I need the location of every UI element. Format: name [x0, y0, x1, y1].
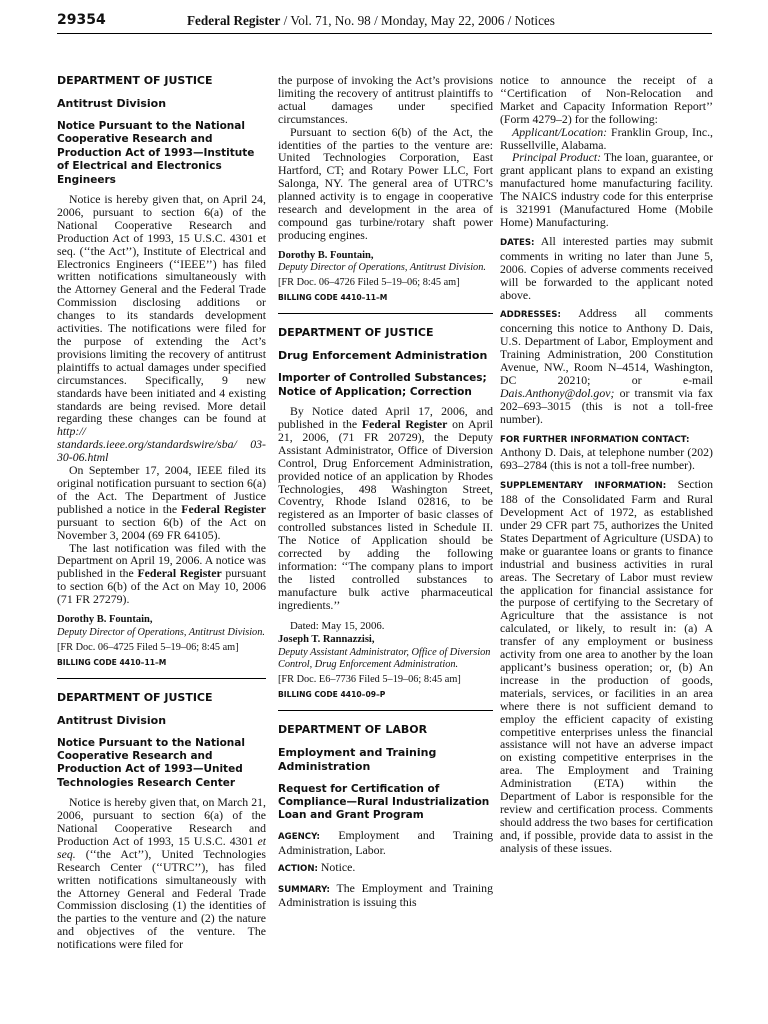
section-name: Notices	[514, 13, 555, 28]
notice-separator	[278, 710, 493, 711]
department-heading: DEPARTMENT OF JUSTICE	[57, 690, 213, 704]
notice-paragraph: notice to announce the receipt of a ‘‘Certification of Non-Relocation and Market and Capacity Information Report’’ (Form 4279–2) for the following:	[500, 74, 713, 126]
division-heading: Drug Enforcement Administration	[278, 349, 488, 363]
publication-name: Federal Register	[187, 13, 281, 28]
notice-paragraph: Notice is hereby given that, on March 21, 2006, pursuant to section 6(a) of the National Cooperative Research and Production Act of 1993, 15 U.S.C. 4301 et seq. (‘‘the Act’’), United Technologies Research Center (‘‘UTRC’’), has filed written notifications simultaneously with the Attorney General and Federal Trade Commission disclosing (1) the identities of the parties to the venture and (2) the nature and objectives of the venture. The notifications were filed for	[57, 795, 266, 952]
addresses-paragraph: ADDRESSES: Address all comments concerning this notice to Anthony D. Dais, U.S. Department of Labor, Employment and Training Administration, 200 Constitution Avenue, NW., Room N–4514, Washington, DC 20210; or e-mail Dais.Anthony@dol.gov; or transmit via fax 202–693–3015 (this is not a toll-free number).	[500, 306, 713, 426]
dates-paragraph: DATES: All interested parties may submit comments in writing no later than June 5, 2006. Copies of adverse comments received will be forwarded to the applicant noted above.	[500, 233, 713, 302]
dated-line: Dated: May 15, 2006.	[290, 619, 385, 632]
running-head: Federal Register / Vol. 71, No. 98 / Monday, May 22, 2006 / Notices	[187, 13, 555, 28]
notice-paragraph: On September 17, 2004, IEEE filed its original notification pursuant to section 6(a) of the Act. The Department of Justice published a notice in the Federal Register pursuant to section 6(b) of the Act on November 3, 2004 (69 FR 64105).	[57, 463, 266, 542]
applicant-paragraph: Applicant/Location: Franklin Group, Inc., Russellville, Alabama.	[500, 124, 713, 152]
billing-code: BILLING CODE 4410–09–P	[278, 689, 386, 699]
signer-title: Deputy Director of Operations, Antitrust Division.	[57, 626, 265, 638]
agency-line: AGENCY: Employment and Training Administration, Labor.	[278, 827, 493, 857]
header-rule	[57, 33, 712, 34]
contact-email-link[interactable]: Dais.Anthony@dol.gov;	[500, 385, 615, 400]
notice-paragraph: Notice is hereby given that, on April 24, 2006, pursuant to section 6(a) of the National Cooperative Research and Production Act of 1993, 15 U.S.C. 4301 et seq. (‘‘the Act’’), Institute of Electrical and Electronics Engineers (‘‘IEEE’’) has filed written notifications simultaneously with the Attorney General and the Federal Trade Commission disclosing additions or changes to its standards development activities. The notifications were filed for the purpose of extending the Act’s provisions limiting the recovery of antitrust plaintiffs to actual damages under specified circumstances. Specifically, 9 new standards have been initiated and 4 existing standards are being revised. More detail regarding these changes can be found at http:// standards.ieee.org/standardswire/sba/ 03-30-06.html	[57, 192, 266, 465]
summary-line: SUMMARY: The Employment and Training Administration is issuing this	[278, 880, 493, 910]
fr-doc-line: [FR Doc. E6–7736 Filed 5–19–06; 8:45 am]	[278, 673, 461, 685]
column-3	[500, 74, 713, 1019]
column-2	[278, 74, 493, 1019]
notice-paragraph: the purpose of invoking the Act’s provisions limiting the recovery of antitrust plaintiffs to actual damages under specified circumstances.	[278, 74, 493, 126]
supplementary-paragraph: SUPPLEMENTARY INFORMATION: Section 188 of the Consolidated Farm and Rural Development Act of 1972, as established under 29 CFR part 75, authorizes the United States Department of Agriculture (USDA) to make or guarantee loans or grants to finance industrial and business activities in rural areas. The Secretary of Labor must review the application for financial assistance for the purpose of certifying to the Secretary of Agriculture that the assistance is not calculated, or likely, to result in: (a) A transfer of any employment or business activity from one area to another by the loan applicant’s business operation; or, (b) An increase in the production of goods, materials, services, or facilities in an area where there is not sufficient demand to employ the efficient capacity of existing competitive enterprises unless the financial assistance will not have an adverse impact on existing competitive enterprises in the area. The Employment and Training Administration (ETA) within the Department of Labor is responsible for the review and certification process. Comments should address the two bases for certification and, if possible, provide data to assist in the analysis of these issues.	[500, 477, 713, 855]
notice-paragraph: By Notice dated April 17, 2006, and published in the Federal Register on April 21, 2006, (71 FR 20729), the Deputy Assistant Administrator, Office of Diversion Control, Drug Enforcement Administration, provided notice of an application by Rhodes Technologies, 498 Washington Street, Coventry, Rhode Island 02816, to be registered as an Importer of basic classes of controlled substances listed in Schedule II. The Notice of Application should be corrected by adding the following information: ‘‘The company plans to import the listed controlled substances to manufacture bulk active pharmaceutical ingredients.’’	[278, 404, 493, 612]
action-line: ACTION: Notice.	[278, 859, 356, 874]
department-heading: DEPARTMENT OF JUSTICE	[57, 74, 213, 87]
fr-doc-line: [FR Doc. 06–4726 Filed 5–19–06; 8:45 am]	[278, 277, 460, 289]
notice-separator	[278, 313, 493, 314]
page-number: 29354	[57, 12, 106, 28]
signer-name: Dorothy B. Fountain,	[57, 614, 153, 626]
notice-separator	[57, 678, 266, 679]
product-paragraph: Principal Product: The loan, guarantee, or grant applicant plans to expand an existing manufactured home manufacturing facility. The NAICS industry code for this enterprise is 321991 (Manufactured Home (Mobile Home) Manufacturing.	[500, 150, 713, 229]
issue-date: Monday, May 22, 2006	[381, 13, 505, 28]
notice-title: Notice Pursuant to the National Cooperative Research and Production Act of 1993—United Technologies Research Center	[57, 736, 245, 789]
volume-info: Vol. 71, No. 98	[290, 13, 371, 28]
division-heading: Antitrust Division	[57, 713, 167, 727]
notice-title: Importer of Controlled Substances; Notice of Application; Correction	[278, 372, 487, 398]
notice-title: Request for Certification of Compliance—Rural Industrialization Loan and Grant Program	[278, 782, 490, 822]
standards-url[interactable]: http:// standards.ieee.org/standardswire/sba/ 03-30-06.html	[57, 424, 266, 465]
signer-name: Dorothy B. Fountain,	[278, 249, 374, 261]
billing-code: BILLING CODE 4410–11–M	[57, 657, 167, 667]
notice-paragraph: Pursuant to section 6(b) of the Act, the identities of the parties to the venture are: United Technologies Corporation, East Hartford, CT; and Rotary Power LLC, Fort Salonga, NY. The general area of UTRC’s planned activity is to engage in cooperative research and development in the area of compound gas turbine/rotary shaft power producing engines.	[278, 124, 493, 242]
signer-title: Deputy Assistant Administrator, Office of Diversion Control, Drug Enforcement Administration.	[278, 646, 491, 670]
fr-doc-line: [FR Doc. 06–4725 Filed 5–19–06; 8:45 am]	[57, 641, 239, 653]
division-heading: Antitrust Division	[57, 97, 167, 110]
signer-title: Deputy Director of Operations, Antitrust Division.	[278, 262, 486, 274]
signer-name: Joseph T. Rannazzisi,	[278, 634, 375, 646]
division-heading: Employment and Training Administration	[278, 745, 437, 773]
contact-paragraph: FOR FURTHER INFORMATION CONTACT: Anthony D. Dais, at telephone number (202) 693–2784 (this is not a toll-free number).	[500, 434, 713, 473]
page-header	[57, 10, 712, 32]
notice-paragraph: The last notification was filed with the Department on April 19, 2006. A notice was published in the Federal Register pursuant to section 6(b) of the Act on May 10, 2006 (71 FR 27279).	[57, 540, 266, 607]
column-1	[57, 74, 266, 1019]
notice-title: Notice Pursuant to the National Cooperative Research and Production Act of 1993—Institute of Electrical and Electronics Engineers	[57, 120, 255, 186]
billing-code: BILLING CODE 4410–11–M	[278, 293, 388, 303]
department-heading: DEPARTMENT OF LABOR	[278, 722, 428, 736]
department-heading: DEPARTMENT OF JUSTICE	[278, 326, 434, 340]
